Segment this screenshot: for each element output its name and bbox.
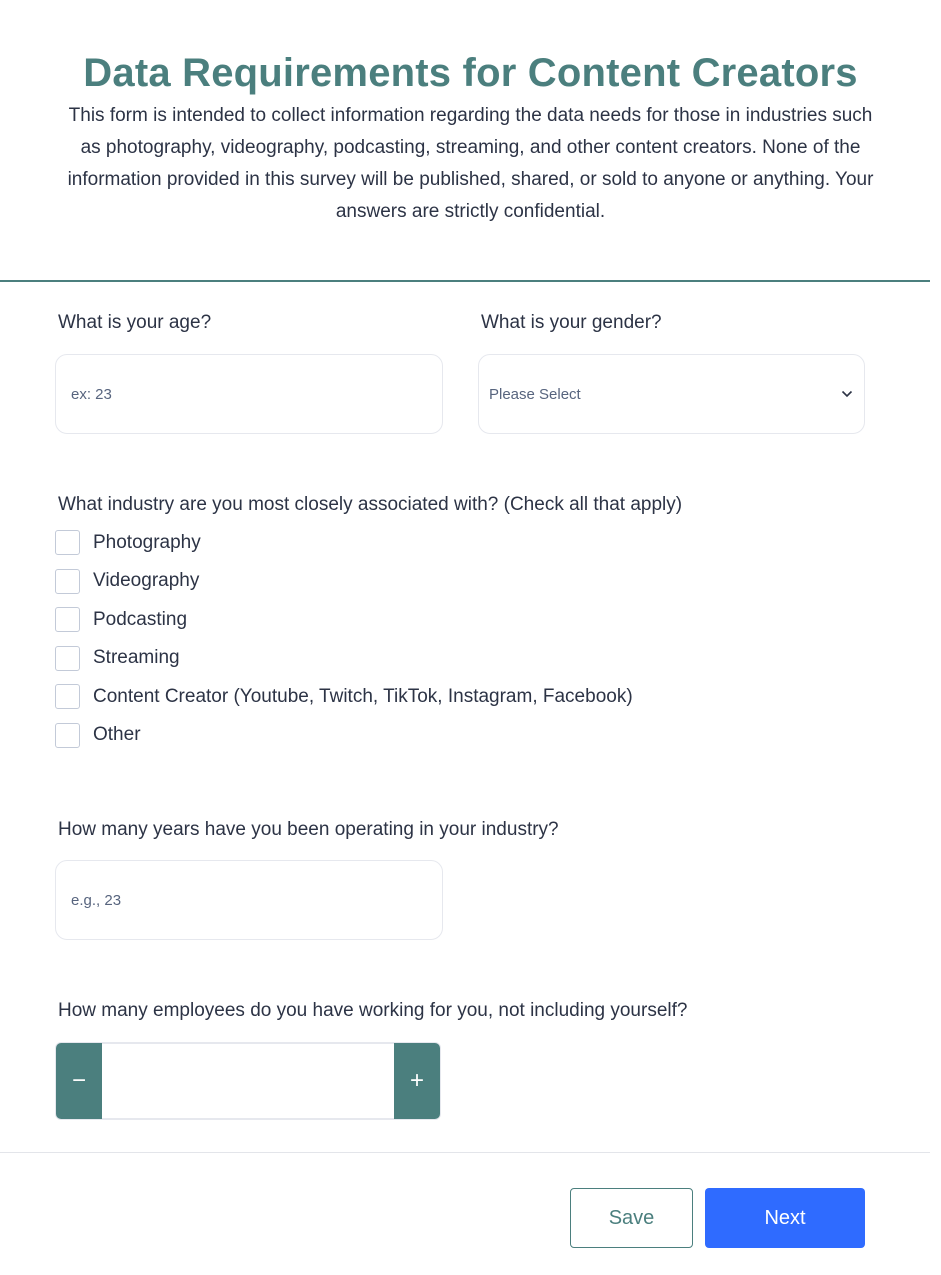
employees-stepper	[55, 1042, 441, 1120]
gender-select[interactable]	[478, 354, 865, 434]
checkbox[interactable]	[55, 646, 80, 671]
checkbox-label: Streaming	[93, 647, 180, 669]
increment-button[interactable]: +	[394, 1043, 440, 1119]
checkbox-label: Other	[93, 724, 141, 746]
checkbox[interactable]	[55, 684, 80, 709]
industry-option-other[interactable]	[55, 723, 633, 748]
employees-input-wrap	[102, 1043, 394, 1119]
industry-label: What industry are you most closely associated with? (Check all that apply)	[58, 494, 683, 515]
gender-label: What is your gender?	[481, 312, 662, 333]
industry-options	[55, 530, 633, 762]
industry-option-videography[interactable]	[55, 569, 633, 594]
decrement-button[interactable]: −	[56, 1043, 102, 1119]
form-description: This form is intended to collect information regarding the data needs for those in industries such as photography, videography, podcasting, streaming, and other content creators. None of the information provided in this survey will be published, shared, or sold to anyone or anything. Your answers are strictly confidential.	[67, 105, 874, 222]
header-divider	[0, 280, 930, 282]
industry-option-photography[interactable]	[55, 530, 633, 555]
checkbox-label: Videography	[93, 570, 200, 592]
chevron-down-icon	[840, 387, 854, 401]
age-field[interactable]	[55, 354, 443, 434]
checkbox[interactable]	[55, 530, 80, 555]
checkbox[interactable]	[55, 569, 80, 594]
years-input[interactable]	[69, 891, 429, 910]
age-label: What is your age?	[58, 312, 212, 333]
checkbox-label: Content Creator (Youtube, Twitch, TikTok, Instagram, Facebook)	[93, 685, 633, 707]
checkbox-label: Photography	[93, 531, 201, 553]
industry-option-streaming[interactable]	[55, 646, 633, 671]
form-title: Data Requirements for Content Creators	[83, 51, 858, 95]
industry-option-content-creator[interactable]	[55, 684, 633, 709]
checkbox[interactable]	[55, 723, 80, 748]
employees-input[interactable]	[102, 1044, 394, 1118]
industry-option-podcasting[interactable]	[55, 607, 633, 632]
years-field[interactable]	[55, 860, 443, 940]
gender-select-value: Please Select	[489, 385, 581, 403]
age-input[interactable]	[69, 385, 429, 404]
footer-divider	[0, 1152, 930, 1153]
checkbox[interactable]	[55, 607, 80, 632]
years-label: How many years have you been operating in your industry?	[58, 819, 559, 840]
form-header	[0, 0, 941, 228]
save-button[interactable]: Save	[570, 1188, 693, 1248]
checkbox-label: Podcasting	[93, 608, 188, 630]
next-button[interactable]: Next	[705, 1188, 865, 1248]
employees-label: How many employees do you have working for you, not including yourself?	[58, 1000, 688, 1021]
